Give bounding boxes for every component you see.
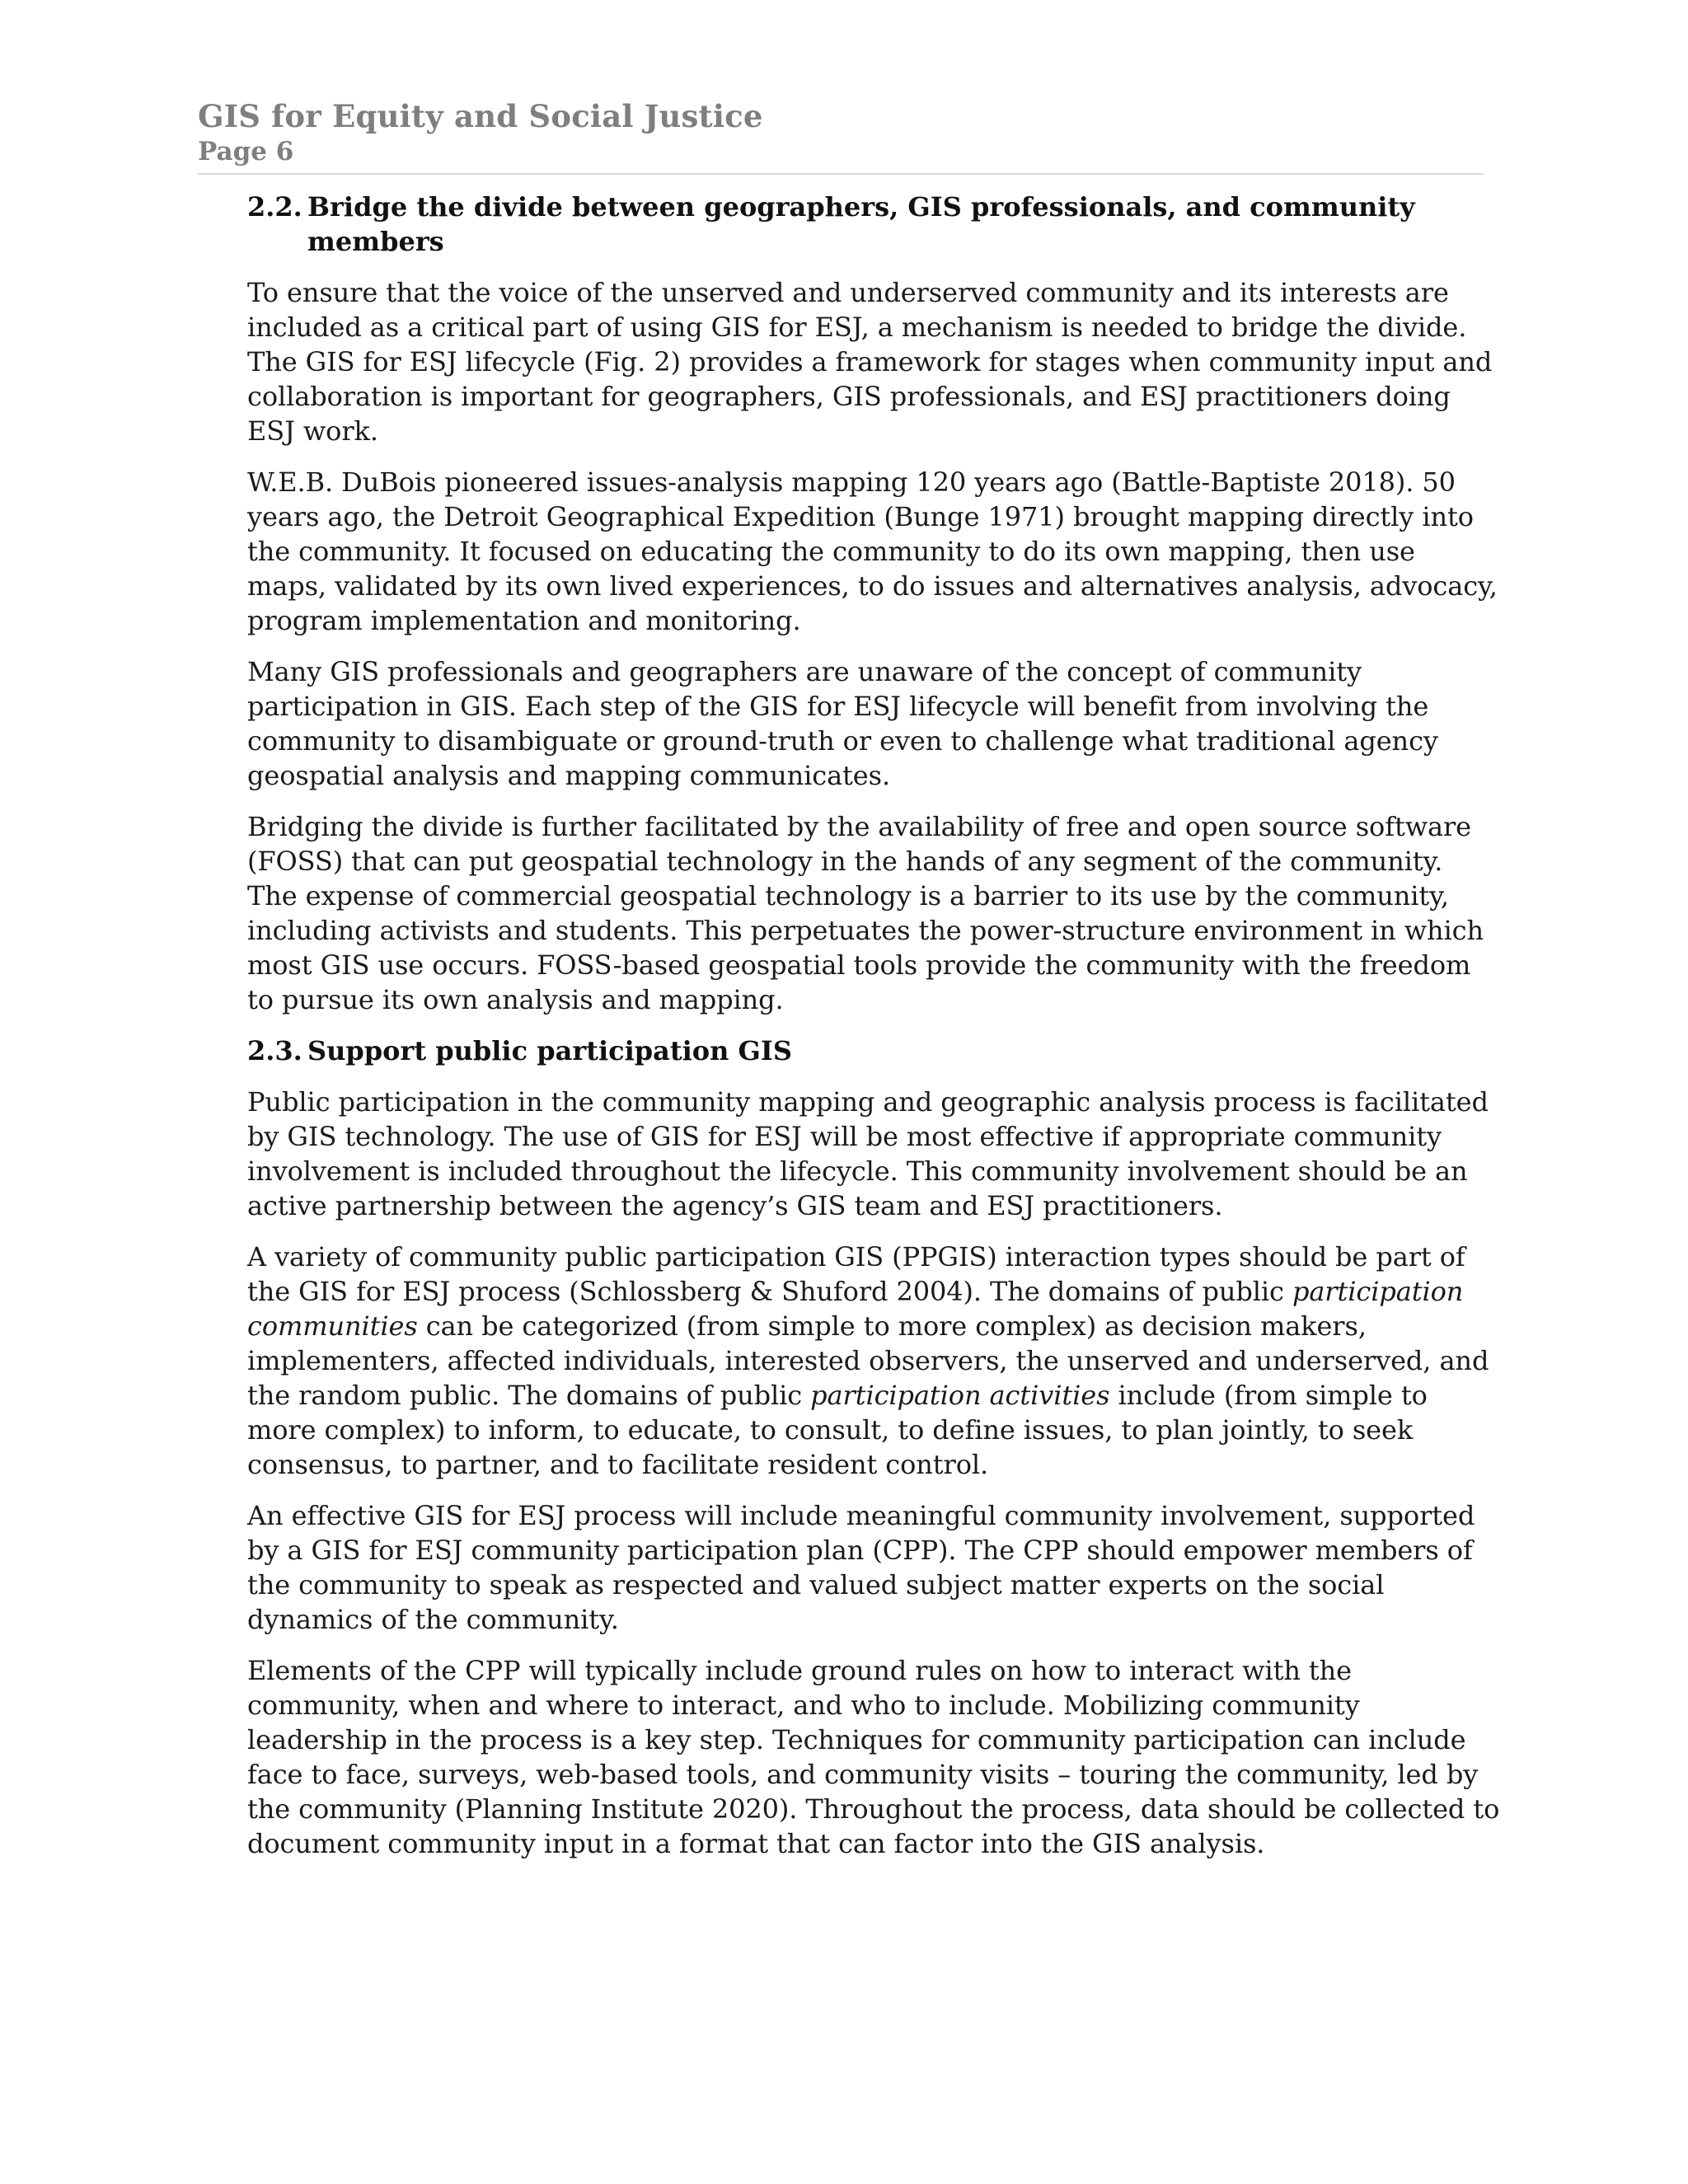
paragraph: Public participation in the community mapping and geographic analysis process is facilitated by GIS technology. The use of GIS for ESJ will be most effective if appropriate community involvement is included throughout the lifecycle. This community involvement should be an active partnership between the agency’s GIS team and ESJ practitioners.: [247, 1086, 1489, 1221]
header-title: GIS for Equity and Social Justice: [198, 98, 763, 134]
paragraph: Bridging the divide is further facilitated by the availability of free and open source software (FOSS) that can put geospatial technology in the hands of any segment of the community. The expense of commercial geospatial technology is a barrier to its use by the community, including activists and students. This perpetuates the power-structure environment in which most GIS use occurs. FOSS-based geospatial tools provide the community with the freedom to pursue its own analysis and mapping.: [247, 811, 1484, 1015]
text-run: can be categorized (from simple to more complex) as decision makers, implementers, affected individuals, interested observers, the unserved and underserved, and the random public. The domains of public: [247, 1310, 1489, 1411]
section-title: Support public participation GIS: [307, 1035, 792, 1066]
text-run: A variety of community public participation GIS (PPGIS) interaction types should be part of the GIS for ESJ process (Schlossberg & Shuford 2004). The domains of public: [247, 1241, 1465, 1307]
section-heading-2-2: [247, 190, 1500, 259]
italic-term: participation activities: [810, 1380, 1110, 1411]
paragraph: Many GIS professionals and geographers are unaware of the concept of community participation in GIS. Each step of the GIS for ESJ lifecycle will benefit from involving the community to disambiguate or ground-truth or even to challenge what traditional agency geospatial analysis and mapping communicates.: [247, 656, 1438, 791]
section-title: Bridge the divide between geographers, GIS professionals, and community members: [307, 191, 1415, 257]
paragraph-ppgis: [247, 1240, 1500, 1482]
paragraph: An effective GIS for ESJ process will include meaningful community involvement, supported by a GIS for ESJ community participation plan (CPP). The CPP should empower members of the community to speak as respected and valued subject matter experts on the social dynamics of the community.: [247, 1500, 1475, 1635]
section-heading-2-3: [247, 1033, 1500, 1068]
paragraph: Elements of the CPP will typically include ground rules on how to interact with the community, when and where to interact, and who to include. Mobilizing community leadership in the process is a key step. Techniques for community participation can include face to face, surveys, web-based tools, and community visits – touring the community, led by the community (Planning Institute 2020). Throughout the process, data should be collected to document community input in a format that can factor into the GIS analysis.: [247, 1655, 1500, 1859]
text-run: include (from simple to more complex) to inform, to educate, to consult, to define issues, to plan jointly, to seek consensus, to partner, and to facilitate resident control.: [247, 1380, 1428, 1480]
page-content: [247, 190, 1500, 1877]
paragraph: W.E.B. DuBois pioneered issues-analysis mapping 120 years ago (Battle-Baptiste 2018). 50 years ago, the Detroit Geographical Expedition (Bunge 1971) brought mapping directly into the community. It focused on educating the community to do its own mapping, then use maps, validated by its own lived experiences, to do issues and alternatives analysis, advocacy, program implementation and monitoring.: [247, 466, 1498, 636]
header-page-number: Page 6: [198, 137, 294, 166]
section-number: 2.2.: [247, 191, 302, 223]
running-header: [198, 97, 1484, 175]
italic-term: participation communities: [247, 1276, 1464, 1342]
section-number: 2.3.: [247, 1035, 302, 1066]
paragraph: To ensure that the voice of the unserved and underserved community and its interests are included as a critical part of using GIS for ESJ, a mechanism is needed to bridge the divide. The GIS for ESJ lifecycle (Fig. 2) provides a framework for stages when community input and collaboration is important for geographers, GIS professionals, and ESJ practitioners doing ESJ work.: [247, 277, 1493, 447]
